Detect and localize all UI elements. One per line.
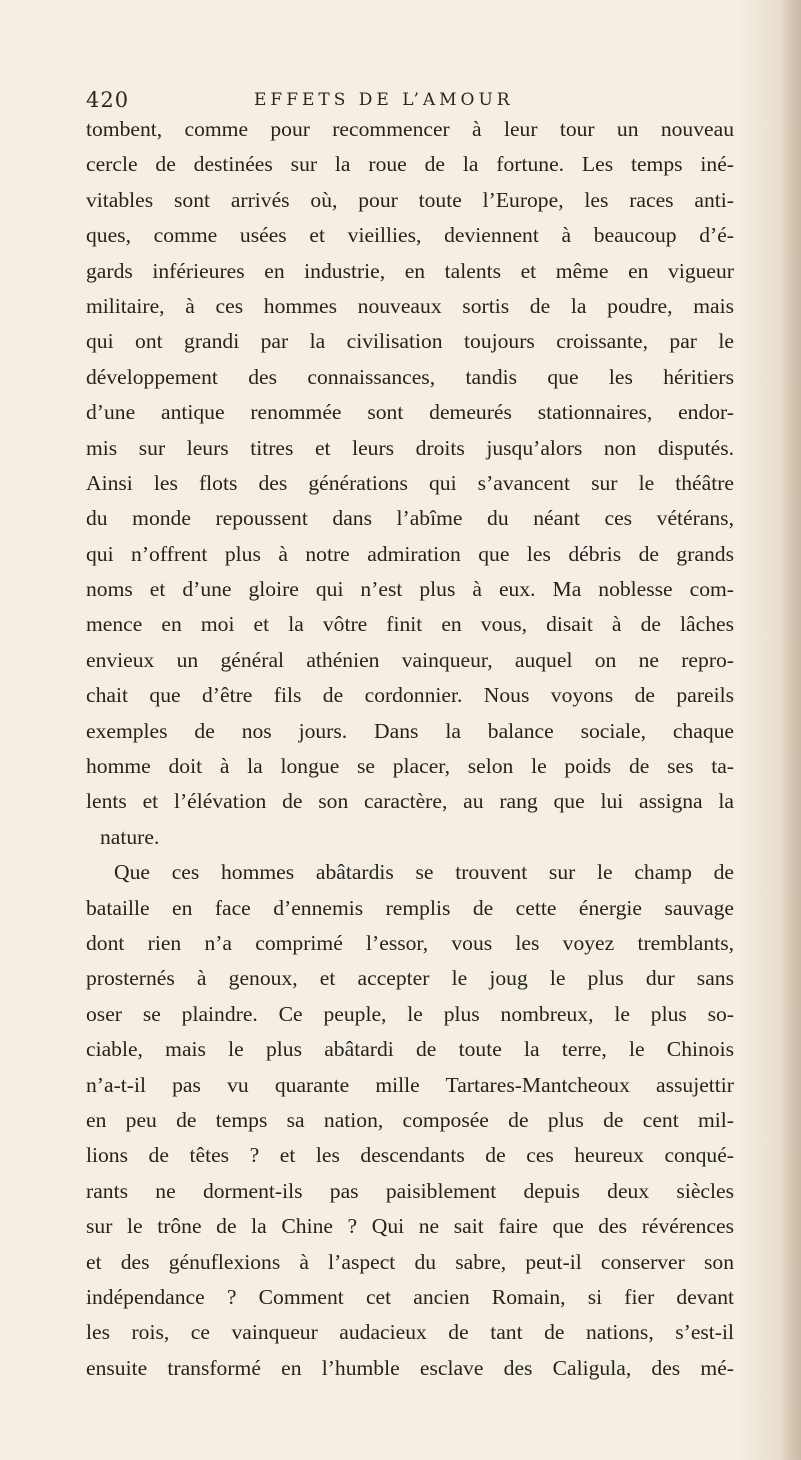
text-line: indépendance ? Comment cet ancien Romain, si fier devant: [86, 1284, 734, 1309]
text-line: lents et l’élévation de son caractère, au rang que lui assigna la: [86, 789, 734, 814]
text-line: les rois, ce vainqueur audacieux de tant de nations, s’est-il: [86, 1320, 734, 1345]
text-line: oser se plaindre. Ce peuple, le plus nombreux, le plus so-: [86, 1001, 734, 1026]
text-line-paragraph-start: Que ces hommes abâtardis se trouvent sur le champ de: [114, 860, 734, 885]
text-line: mis sur leurs titres et leurs droits jusqu’alors non disputés.: [86, 435, 734, 460]
page-number: 420: [86, 88, 130, 112]
text-line: militaire, à ces hommes nouveaux sortis de la poudre, mais: [86, 293, 734, 318]
text-line: ciable, mais le plus abâtardi de toute la terre, le Chinois: [86, 1037, 734, 1062]
text-line: développement des connaissances, tandis que les héritiers: [86, 364, 734, 389]
body-text: [86, 112, 734, 1386]
text-line: n’a-t-il pas vu quarante mille Tartares-Mantcheoux assujettir: [86, 1072, 734, 1097]
text-line: vitables sont arrivés où, pour toute l’Europe, les races anti-: [86, 187, 734, 212]
text-line: bataille en face d’ennemis remplis de cette énergie sauvage: [86, 895, 734, 920]
text-line: exemples de nos jours. Dans la balance sociale, chaque: [86, 718, 734, 743]
text-line: noms et d’une gloire qui n’est plus à eux. Ma noblesse com-: [86, 577, 734, 602]
text-line: Ainsi les flots des générations qui s’avancent sur le théâtre: [86, 470, 734, 495]
text-line: sur le trône de la Chine ? Qui ne sait faire que des révérences: [86, 1214, 734, 1239]
text-line-paragraph-end: nature.: [100, 824, 160, 849]
text-line: ensuite transformé en l’humble esclave des Caligula, des mé-: [86, 1355, 734, 1380]
text-line: qui n’offrent plus à notre admiration que les débris de grands: [86, 541, 734, 566]
text-line: ques, comme usées et vieillies, deviennent à beaucoup d’é-: [86, 223, 734, 248]
text-line: envieux un général athénien vainqueur, auquel on ne repro-: [86, 647, 734, 672]
text-line: lions de têtes ? et les descendants de ces heureux conqué-: [86, 1143, 734, 1168]
text-line: prosternés à genoux, et accepter le joug le plus dur sans: [86, 966, 734, 991]
text-line: du monde repoussent dans l’abîme du néant ces vétérans,: [86, 506, 734, 531]
text-line: rants ne dorment-ils pas paisiblement depuis deux siècles: [86, 1178, 734, 1203]
text-line: et des génuflexions à l’aspect du sabre, peut-il conserver son: [86, 1249, 734, 1274]
text-line: tombent, comme pour recommencer à leur tour un nouveau: [86, 117, 734, 141]
text-line: mence en moi et la vôtre finit en vous, disait à de lâches: [86, 612, 734, 637]
text-line: en peu de temps sa nation, composée de plus de cent mil-: [86, 1107, 734, 1132]
text-line: d’une antique renommée sont demeurés stationnaires, endor-: [86, 400, 734, 425]
page-edge-shadow: [779, 0, 801, 1460]
text-line: cercle de destinées sur la roue de la fortune. Les temps iné-: [86, 152, 734, 177]
text-line: dont rien n’a comprimé l’essor, vous les voyez tremblants,: [86, 930, 734, 955]
text-line: homme doit à la longue se placer, selon le poids de ses ta-: [86, 754, 734, 779]
text-line: chait que d’être fils de cordonnier. Nous voyons de pareils: [86, 683, 734, 708]
text-line: gards inférieures en industrie, en talents et même en vigueur: [86, 258, 734, 283]
running-head: EFFETS DE L’AMOUR: [254, 90, 514, 110]
text-line: qui ont grandi par la civilisation toujours croissante, par le: [86, 329, 734, 354]
